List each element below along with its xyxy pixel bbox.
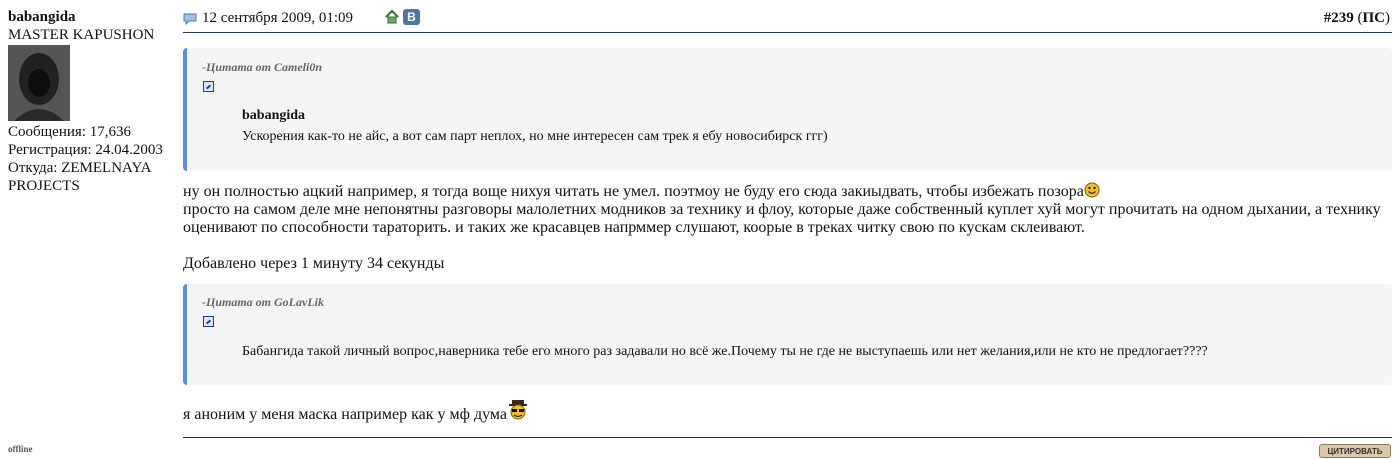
post-number-link[interactable]: #239	[1323, 10, 1354, 26]
post-message	[183, 182, 1393, 237]
message-paragraph: ну он полностью ацкий например, я тогда воще нихуя читать не умел. поэтмоу не буду его сюда закиыдвать, чтобы избежать позора	[183, 183, 1084, 200]
post-date-text: 12 сентября 2009, 01:09	[202, 10, 353, 26]
message-paragraph: просто на самом деле мне непонятны разговоры малолетних модников за технику и флоу, которые даже собственный куплет хуй могут прочитать на одном дыхании, а технику оценивают по способности тараторить. и таких же красавцев напрммер слушают, коорые в треках читку свою по кускам склеивают.	[183, 201, 1381, 236]
cool-smiley-icon	[507, 400, 529, 420]
quote-block	[183, 284, 1392, 385]
view-post-icon[interactable]	[203, 81, 214, 92]
message-paragraph: я аноним у меня маска например как у мф дума	[183, 406, 508, 423]
added-note: Добавлено через 1 минуту 34 секунды	[183, 255, 445, 272]
user-rank: MASTER KAPUSHON	[8, 27, 155, 43]
post-icon	[183, 13, 197, 25]
user-location: Откуда: ZEMELNAYA PROJECTS	[8, 160, 151, 194]
user-info-panel	[8, 8, 178, 195]
quote-button[interactable]: ЦИТИРОВАТЬ	[1319, 444, 1391, 458]
post-header	[183, 8, 1392, 33]
ps-link[interactable]: ПС	[1362, 10, 1385, 26]
quote-text: Ускорения как-то не айс, а вот сам парт неплох, но мне интересен сам трек я ебу новосибирск ггг)	[242, 129, 828, 144]
post-number: #239 (ПС)	[1323, 10, 1390, 26]
user-registration: Регистрация: 24.04.2003	[8, 142, 163, 158]
post-date	[183, 10, 353, 27]
avatar[interactable]	[8, 45, 70, 121]
smile-icon	[1084, 182, 1100, 198]
quote-text: Бабангида такой личный вопрос,наверника тебе его много раз задавали но всё же.Почему ты не где не выступаешь или нет желания,или не кто не предлогает????	[242, 344, 1208, 359]
online-status: offline	[8, 444, 33, 454]
quote-author: babangida	[242, 108, 306, 123]
home-icon[interactable]	[384, 9, 400, 25]
vk-icon[interactable]: В	[403, 9, 420, 25]
quote-title: -Цитата от Cameli0n	[202, 60, 323, 74]
quote-block	[183, 48, 1392, 171]
user-post-count: Сообщения: 17,636	[8, 124, 131, 140]
post-message	[183, 400, 1393, 424]
username[interactable]: babangida	[8, 9, 76, 25]
post-footer-divider	[183, 437, 1392, 438]
quote-title: -Цитата от GoLavLik	[202, 295, 324, 309]
view-post-icon[interactable]	[203, 316, 214, 327]
